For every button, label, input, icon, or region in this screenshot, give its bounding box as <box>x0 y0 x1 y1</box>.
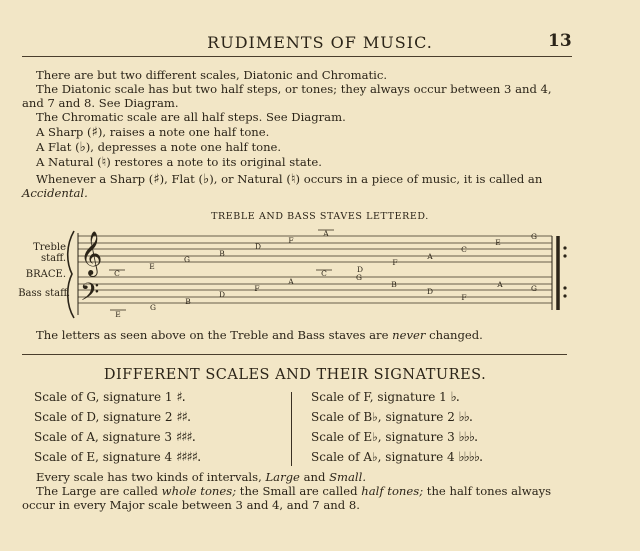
intro-line-2: The Diatonic scale has but two half steps, or tones; they always occur between 3 and 4, <box>36 82 552 96</box>
flat-icon: ♭ <box>203 172 210 187</box>
note-letter: F <box>461 293 467 302</box>
repeat-dot <box>563 294 566 297</box>
scale-label: Scale of F, signature 1 <box>311 390 451 404</box>
outro-2-pre: The Large are called <box>36 484 162 498</box>
note-letter: D <box>356 265 364 274</box>
accidental-text-d: ) occurs in a piece of music, it is called an <box>295 172 543 186</box>
accidental-text-c: ), or Natural ( <box>209 172 291 186</box>
note-letter: B <box>391 280 397 289</box>
note-letter: B <box>219 249 225 258</box>
scale-signature-item <box>34 450 200 465</box>
section-rule <box>22 354 567 355</box>
signature-icon: ♯. <box>176 390 185 405</box>
scale-signature-item <box>34 390 185 405</box>
note-letter: G <box>531 284 537 293</box>
scale-signature-item <box>311 450 482 465</box>
note-letter: C <box>114 269 120 278</box>
signature-icon: ♭♭♭♭. <box>458 450 483 465</box>
staves-note-post: changed. <box>425 328 483 342</box>
scale-signature-item <box>311 410 472 425</box>
signature-icon: ♯♯♯. <box>175 430 195 445</box>
note-letter: F <box>392 258 398 267</box>
sharp-icon: ♯ <box>153 172 160 187</box>
brace-label: BRACE. <box>25 269 66 280</box>
scales-title: DIFFERENT SCALES AND THEIR SIGNATURES. <box>103 367 487 383</box>
intro-line-3: and 7 and 8. See Diagram. <box>22 96 179 110</box>
flat-text-post: ), depresses a note one half tone. <box>85 140 282 154</box>
scale-label: Scale of E♭, signature 3 <box>311 430 459 444</box>
accidental-text-a: Whenever a Sharp ( <box>36 172 154 186</box>
column-divider <box>291 392 292 466</box>
note-letter: D <box>254 242 262 251</box>
staves-title: TREBLE AND BASS STAVES LETTERED. <box>211 211 429 222</box>
note-letter: D <box>426 287 434 296</box>
signature-icon: ♭. <box>450 390 459 405</box>
accidental-word: Accidental. <box>22 186 88 200</box>
scale-label: Scale of A♭, signature 4 <box>311 450 459 464</box>
note-letter: F <box>254 284 260 293</box>
note-letter: A <box>288 277 294 286</box>
accidental-text-b: ), Flat ( <box>159 172 204 186</box>
signature-icon: ♯♯. <box>176 410 191 425</box>
outro-1-italic-2: Small. <box>329 470 367 484</box>
note-letter: D <box>218 290 226 299</box>
note-letter: G <box>184 255 190 264</box>
treble-clef-icon: 𝄞 <box>80 231 103 275</box>
intro-line-4: The Chromatic scale are all half steps. See Diagram. <box>36 110 346 124</box>
scale-label: Scale of G, signature 1 <box>34 390 177 404</box>
flat-icon: ♭ <box>79 140 86 155</box>
sharp-text-post: ), raises a note one half tone. <box>97 125 270 139</box>
outro-line-3: occur in every Major scale between 3 and 4, and 7 and 8. <box>22 498 360 512</box>
signature-icon: ♯♯♯♯. <box>175 450 201 465</box>
flat-text-pre: A Flat ( <box>36 140 80 154</box>
scale-label: Scale of B♭, signature 2 <box>311 410 459 424</box>
natural-text-post: ) restores a note to its original state. <box>106 155 322 169</box>
outro-2-italic-1: whole tones; <box>161 484 237 498</box>
note-letter: F <box>288 236 294 245</box>
natural-icon: ♮ <box>290 172 296 187</box>
repeat-dot <box>563 286 566 289</box>
note-letter: G <box>150 303 156 312</box>
note-letter: E <box>115 310 121 319</box>
treble-label-line-1: Treble <box>33 242 66 253</box>
page-title: RUDIMENTS OF MUSIC. <box>207 33 433 52</box>
note-letters <box>114 229 537 319</box>
natural-text-pre: A Natural ( <box>36 155 102 169</box>
treble-label-line-2: staff. <box>40 253 66 264</box>
outro-1-italic-1: Large <box>265 470 300 484</box>
brace-bracket <box>68 231 74 318</box>
note-letter: C <box>461 245 467 254</box>
note-letter: E <box>495 238 501 247</box>
scale-label: Scale of D, signature 2 <box>34 410 177 424</box>
note-letter: A <box>427 252 433 261</box>
outro-2-post: the half tones always <box>423 484 552 498</box>
outro-line-1 <box>36 470 366 484</box>
staves-note-line <box>36 328 483 342</box>
signature-icon: ♭♭♭. <box>458 430 478 445</box>
staves-note-pre: The letters as seen above on the Treble and Bass staves are <box>36 328 393 342</box>
bass-staff-label: Bass staff. <box>18 288 70 299</box>
note-letter: A <box>323 229 329 238</box>
note-letter: G <box>356 273 362 282</box>
natural-icon: ♮ <box>101 155 107 170</box>
outro-1-mid: and <box>299 470 330 484</box>
outro-1-pre: Every scale has two kinds of intervals, <box>36 470 266 484</box>
sharp-icon: ♯ <box>91 125 98 140</box>
outro-2-italic-2: half tones; <box>361 484 424 498</box>
outro-line-2 <box>36 484 551 498</box>
scale-label: Scale of A, signature 3 <box>34 430 176 444</box>
scale-signature-item <box>311 430 477 445</box>
note-letter: G <box>531 232 537 241</box>
note-letter: C <box>321 269 327 278</box>
intro-line-1: There are but two different scales, Diatonic and Chromatic. <box>36 68 388 82</box>
repeat-dot <box>563 246 566 249</box>
page-number: 13 <box>548 31 572 51</box>
scale-label: Scale of E, signature 4 <box>34 450 176 464</box>
signature-icon: ♭♭. <box>458 410 473 425</box>
outro-2-mid: the Small are called <box>236 484 362 498</box>
staves-note-italic: never <box>392 328 426 342</box>
note-letter: B <box>185 297 191 306</box>
note-letter: E <box>149 262 155 271</box>
scale-signature-item <box>34 430 195 445</box>
repeat-dot <box>563 254 566 257</box>
note-letter: A <box>497 280 503 289</box>
scale-signature-item <box>311 390 459 405</box>
scale-signature-item <box>34 410 190 425</box>
sharp-text-pre: A Sharp ( <box>36 125 92 139</box>
bass-clef-icon: 𝄢 <box>80 278 100 313</box>
